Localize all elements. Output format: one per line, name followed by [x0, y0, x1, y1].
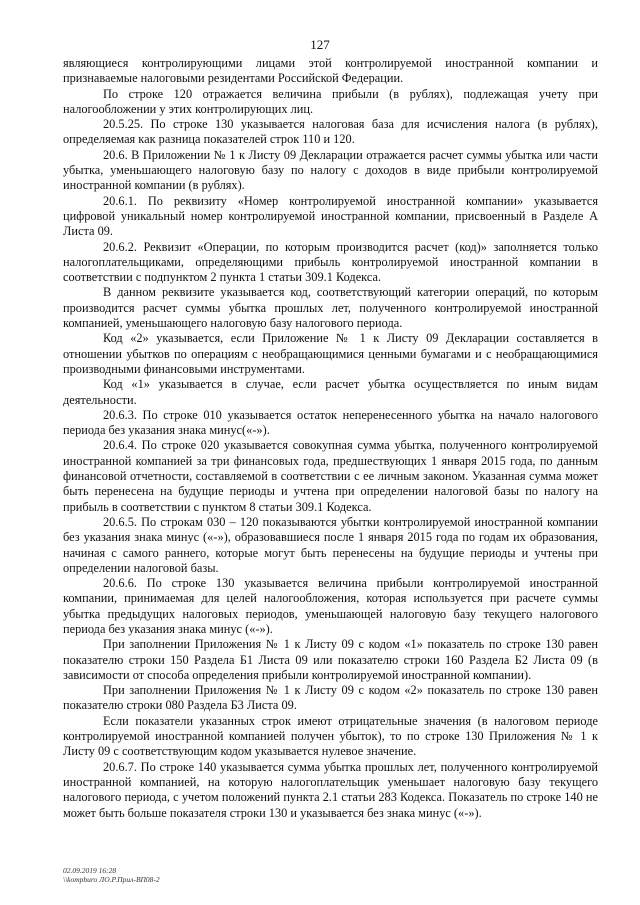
- footer-date: 02.09.2019 16:28: [63, 866, 117, 875]
- document-footer: [63, 866, 160, 884]
- paragraph-20-6-4: 20.6.4. По строке 020 указывается совокупная сумма убытка, полученного контролируемой иностранной компанией за три финансовых года, предшествующих 1 января 2015 года, по данным финансовой отчетности, составляемой в соответствии с ее личным законом. Указанная сумма может быть перенесена на будущие периоды и учтена при определении налоговой базы по налогу на прибыль в соответствии с пунктом 8 статьи 309.1 Кодекса.: [63, 438, 598, 514]
- paragraph-code-2: Код «2» указывается, если Приложение № 1 к Листу 09 Декларации составляется в отношении убытков по операциям с необращающимися ценными бумагами и с необращающимися производными финансовыми инструментами.: [63, 331, 598, 376]
- paragraph-code-1: Код «1» указывается в случае, если расчет убытка осуществляется по иным видам деятельности.: [63, 377, 598, 407]
- paragraph-continuation: являющиеся контролирующими лицами этой контролируемой иностранной компании и признаваемые налоговыми резидентами Российской Федерации.: [63, 56, 598, 86]
- paragraph-20-6-5: 20.6.5. По строкам 030 – 120 показываются убытки контролируемой иностранной компании без указания знака минус («-»), образовавшиеся после 1 января 2015 года по годам их образования, начиная с самого раннего, которые могут быть перенесены на будущие периоды и учтены при определении налоговой базы.: [63, 514, 598, 575]
- paragraph-line-120: По строке 120 отражается величина прибыли (в рублях), подлежащая учету при налогообложении у этих контролирующих лиц.: [63, 86, 598, 116]
- paragraph-20-6-1: 20.6.1. По реквизиту «Номер контролируемой иностранной компании» указывается цифровой уникальный номер контролируемой иностранной компании, присвоенный в Разделе А Листа 09.: [63, 193, 598, 239]
- footer-file-path: \\kompburo ЛО.Р.Прил-ВП08-2: [63, 875, 160, 884]
- paragraph-operations-code: В данном реквизите указывается код, соответствующий категории операций, по которым производится расчет суммы убытка прошлых лет, полученного контролируемой иностранной компанией, уменьшающего налоговую базу налогового периода.: [63, 285, 598, 331]
- paragraph-20-5-25: 20.5.25. По строке 130 указывается налоговая база для исчисления налога (в рублях), определяемая как разница показателей строк 110 и 120.: [63, 117, 598, 147]
- paragraph-code-1-fill: При заполнении Приложения № 1 к Листу 09 с кодом «1» показатель по строке 130 равен показателю строки 150 Раздела Б1 Листа 09 или показателю строки 160 Раздела Б2 Листа 09 (в зависимости от способа определения прибыли контролируемой иностранной компании).: [63, 637, 598, 682]
- document-body: [63, 56, 598, 821]
- paragraph-code-2-fill: При заполнении Приложения № 1 к Листу 09 с кодом «2» показатель по строке 130 равен показателю строки 080 Раздела Б3 Листа 09.: [63, 683, 598, 713]
- page-number: 127: [310, 37, 330, 52]
- paragraph-20-6-7: 20.6.7. По строке 140 указывается сумма убытка прошлых лет, полученного контролируемой иностранной компанией, на которую налогоплательщик уменьшает налоговую базу текущего налогового периода, с учетом положений пункта 2.1 статьи 283 Кодекса. Показатель по строке 140 не может быть больше показателя строки 130 и указывается без знака минус («-»).: [63, 759, 598, 820]
- paragraph-20-6-6: 20.6.6. По строке 130 указывается величина прибыли контролируемой иностранной компании, принимаемая для целей налогообложения, которая используется при расчете суммы убытка предыдущих налоговых периодов, уменьшающей налоговую базу текущего налогового периода без указания знака минус («-»).: [63, 576, 598, 636]
- paragraph-negative-values: Если показатели указанных строк имеют отрицательные значения (в налоговом периоде контролируемой иностранной компанией получен убыток), то по строке 130 Приложения № 1 к Листу 09 с соответствующим кодом указывается нулевое значение.: [63, 713, 598, 759]
- paragraph-20-6: 20.6. В Приложении № 1 к Листу 09 Декларации отражается расчет суммы убытка или части убытка, уменьшающего налоговую базу по налогу с доходов в виде прибыли контролируемой иностранной компании (в рублях).: [63, 147, 598, 193]
- paragraph-20-6-3: 20.6.3. По строке 010 указывается остаток неперенесенного убытка на начало налогового периода без указания знака минус(«-»).: [63, 407, 598, 438]
- paragraph-20-6-2: 20.6.2. Реквизит «Операции, по которым производится расчет (код)» заполняется только налогоплательщиками, определяющими прибыль контролируемой иностранной компании в соответствии с подпунктом 2 пункта 1 статьи 309.1 Кодекса.: [63, 239, 598, 285]
